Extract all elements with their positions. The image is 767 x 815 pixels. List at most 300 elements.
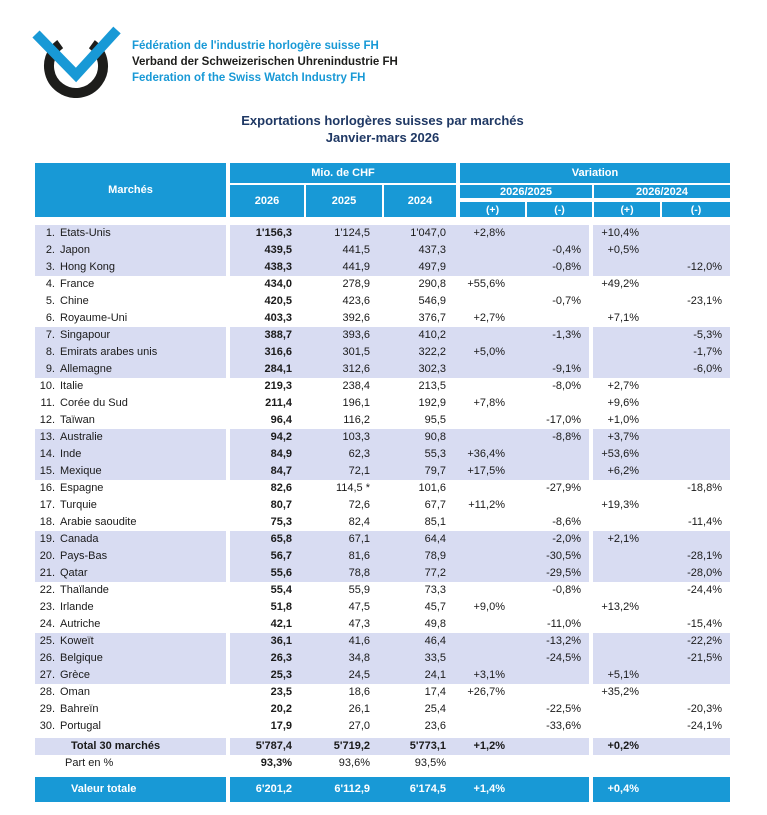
variation-2026-2024-minus: -28,1% bbox=[659, 548, 730, 565]
market-rank: 11. bbox=[40, 397, 55, 409]
variation-2026-2024-minus: -20,3% bbox=[687, 703, 722, 715]
value-2026: 80,7 bbox=[270, 499, 292, 511]
market-cell bbox=[35, 395, 226, 412]
value-2024: 49,8 bbox=[424, 618, 446, 630]
variation-2026-2024-minus: -1,7% bbox=[659, 344, 730, 361]
market-cell bbox=[35, 344, 226, 361]
market-row bbox=[35, 548, 730, 565]
market-rank: 28. bbox=[39, 686, 55, 698]
market-name: Thaïlande bbox=[60, 584, 109, 596]
market-name: Hong Kong bbox=[60, 261, 116, 273]
market-name: Japon bbox=[60, 244, 90, 256]
market-cell bbox=[35, 531, 226, 548]
market-cell bbox=[35, 446, 226, 463]
total-variation-2026-2025: +1,2% bbox=[460, 738, 525, 755]
market-rank: 14. bbox=[39, 448, 55, 460]
value-2025: 196,1 bbox=[342, 397, 370, 409]
year-2026-header: 2026 bbox=[230, 185, 304, 217]
market-row bbox=[35, 361, 730, 378]
value-2024: 24,1 bbox=[384, 667, 460, 684]
value-2025: 82,4 bbox=[348, 516, 370, 528]
value-2025: 423,6 bbox=[342, 295, 370, 307]
value-2026: 420,5 bbox=[264, 295, 292, 307]
value-2024: 1'047,0 bbox=[384, 225, 460, 242]
variation-2026-2024-plus: +53,6% bbox=[593, 446, 659, 463]
variation-2026-2025-minus bbox=[525, 667, 589, 684]
variation-2026-2024-plus: +5,1% bbox=[593, 667, 659, 684]
variation-2026-2024-minus: -22,2% bbox=[659, 633, 730, 650]
variation-2026-2025-plus bbox=[460, 378, 525, 395]
variation-2026-2025-minus: -22,5% bbox=[546, 703, 581, 715]
variation-2026-2025-minus: -30,5% bbox=[525, 548, 589, 565]
variation-2026-2024-minus bbox=[659, 225, 730, 242]
variation-2026-2024-minus bbox=[659, 463, 730, 480]
variation-2026-2024-minus bbox=[659, 276, 730, 293]
market-name: Italie bbox=[60, 380, 84, 392]
value-2026: 82,6 bbox=[270, 482, 292, 494]
market-name: Espagne bbox=[60, 482, 104, 494]
org-name-fr: Fédération de l'industrie horlogère suisse FH bbox=[132, 40, 379, 52]
value-2026: 1'156,3 bbox=[230, 225, 306, 242]
variation-2026-2025-minus: -33,6% bbox=[546, 720, 581, 732]
variation-2026-2024-plus: +13,2% bbox=[601, 601, 639, 613]
value-2025: 27,0 bbox=[348, 720, 370, 732]
variation-2026-2025-plus bbox=[460, 480, 525, 497]
market-cell bbox=[35, 378, 226, 395]
total-2025: 5'719,2 bbox=[306, 738, 384, 755]
share-label: Part en % bbox=[35, 755, 226, 772]
variation-2026-2024-plus bbox=[593, 616, 659, 633]
share-row bbox=[35, 755, 730, 772]
value-2025: 114,5 * bbox=[335, 482, 370, 494]
variation-2026-2024-plus: +49,2% bbox=[601, 278, 639, 290]
value-2026: 17,9 bbox=[270, 720, 292, 732]
value-2024: 376,7 bbox=[418, 312, 446, 324]
value-2025: 392,6 bbox=[342, 312, 370, 324]
year-2024-header: 2024 bbox=[384, 185, 456, 217]
variation-2026-2025-minus bbox=[525, 599, 589, 616]
market-name: Emirats arabes unis bbox=[60, 346, 158, 358]
value-2024: 85,1 bbox=[424, 516, 446, 528]
variation-header: Variation bbox=[460, 163, 730, 183]
variation-2026-2024-minus: -21,5% bbox=[659, 650, 730, 667]
value-2025: 301,5 bbox=[306, 344, 384, 361]
market-row bbox=[35, 718, 730, 735]
value-2026: 94,2 bbox=[230, 429, 306, 446]
value-2026: 55,6 bbox=[230, 565, 306, 582]
variation-2026-2025-minus bbox=[525, 497, 589, 514]
market-cell bbox=[35, 242, 226, 259]
value-2026: 439,5 bbox=[230, 242, 306, 259]
market-name: Australie bbox=[60, 431, 103, 443]
grand-total-row bbox=[35, 777, 730, 802]
variation-2026-2024-minus bbox=[659, 684, 730, 701]
value-2024: 17,4 bbox=[424, 686, 446, 698]
variation-2026-2025-minus bbox=[525, 276, 589, 293]
market-row bbox=[35, 701, 730, 718]
variation-2026-2025-minus: -13,2% bbox=[525, 633, 589, 650]
market-rank: 13. bbox=[39, 431, 55, 443]
grand-total-variation-2026-2025: +1,4% bbox=[460, 777, 525, 802]
value-2024: 437,3 bbox=[384, 242, 460, 259]
variation-2026-2025-plus bbox=[460, 616, 525, 633]
variation-2026-2025-plus bbox=[460, 259, 525, 276]
org-name-de: Verband der Schweizerischen Uhrenindustrie FH bbox=[132, 56, 398, 68]
variation-2026-2025-plus: +2,8% bbox=[460, 225, 525, 242]
value-2024: 77,2 bbox=[384, 565, 460, 582]
value-2025: 47,3 bbox=[348, 618, 370, 630]
market-rank: 4. bbox=[45, 278, 55, 290]
title-line-2: Janvier-mars 2026 bbox=[325, 130, 440, 145]
value-2026: 20,2 bbox=[270, 703, 292, 715]
variation-2026-2025-minus: -29,5% bbox=[525, 565, 589, 582]
market-cell bbox=[35, 616, 226, 633]
variation-2026-2024-minus: -18,8% bbox=[687, 482, 722, 494]
variation-2026-2025-plus bbox=[460, 718, 525, 735]
variation-2026-2025-minus bbox=[525, 344, 589, 361]
variation-2026-2024-plus bbox=[593, 514, 659, 531]
variation-2026-2024-minus bbox=[659, 599, 730, 616]
variation-2026-2024-minus: -28,0% bbox=[659, 565, 730, 582]
table-body bbox=[35, 225, 730, 735]
share-2026: 93,3% bbox=[230, 755, 306, 772]
variation-2026-2025-header: 2026/2025 bbox=[460, 185, 592, 198]
market-cell bbox=[35, 412, 226, 429]
value-2024: 290,8 bbox=[418, 278, 446, 290]
value-2025: 24,5 bbox=[306, 667, 384, 684]
value-2026: 316,6 bbox=[230, 344, 306, 361]
total-variation-2026-2024: +0,2% bbox=[593, 738, 659, 755]
variation-2026-2025-plus: +55,6% bbox=[467, 278, 505, 290]
variation-2026-2025-plus bbox=[460, 548, 525, 565]
market-row bbox=[35, 276, 730, 293]
value-2026: 55,4 bbox=[270, 584, 292, 596]
document-title bbox=[35, 112, 730, 146]
variation-2026-2025-plus bbox=[460, 514, 525, 531]
table-header-right bbox=[230, 163, 730, 217]
value-2024: 55,3 bbox=[384, 446, 460, 463]
title-line-1: Exportations horlogères suisses par marchés bbox=[241, 113, 524, 128]
variation-2026-2025-plus bbox=[460, 412, 525, 429]
market-row bbox=[35, 446, 730, 463]
market-row bbox=[35, 684, 730, 701]
variation-2026-2024-minus: -15,4% bbox=[687, 618, 722, 630]
market-cell bbox=[35, 548, 226, 565]
grand-total-2026: 6'201,2 bbox=[230, 777, 306, 802]
variation-2026-2025-minus: -0,7% bbox=[552, 295, 581, 307]
market-row bbox=[35, 582, 730, 599]
variation-2026-2025-plus: +7,8% bbox=[473, 397, 505, 409]
value-2024: 79,7 bbox=[384, 463, 460, 480]
market-rank: 2. bbox=[45, 244, 55, 256]
value-2024: 25,4 bbox=[424, 703, 446, 715]
value-2025: 78,8 bbox=[306, 565, 384, 582]
market-row bbox=[35, 531, 730, 548]
variation-2026-2025-minus: -0,8% bbox=[552, 584, 581, 596]
variation-2026-2024-minus: -6,0% bbox=[659, 361, 730, 378]
value-2026: 75,3 bbox=[270, 516, 292, 528]
variation-2026-2024-plus bbox=[593, 718, 659, 735]
variation-2026-2024-plus bbox=[593, 327, 659, 344]
value-2024: 23,6 bbox=[424, 720, 446, 732]
variation-2026-2025-minus: -8,6% bbox=[552, 516, 581, 528]
value-2026: 84,7 bbox=[230, 463, 306, 480]
variation-2026-2025-minus: -0,8% bbox=[525, 259, 589, 276]
variation-2026-2025-plus bbox=[460, 565, 525, 582]
market-rank: 10. bbox=[39, 380, 55, 392]
variation-2026-2024-plus bbox=[593, 650, 659, 667]
market-rank: 20. bbox=[39, 550, 55, 562]
market-rank: 19. bbox=[39, 533, 55, 545]
total-variation-2026-2025-minus bbox=[525, 738, 589, 755]
year-2025-header: 2025 bbox=[306, 185, 382, 217]
variation-2026-2024-plus: +7,1% bbox=[607, 312, 639, 324]
market-rank: 12. bbox=[39, 414, 55, 426]
variation-2026-2024-plus: +1,0% bbox=[607, 414, 639, 426]
market-row bbox=[35, 497, 730, 514]
variation-2026-2024-plus bbox=[593, 361, 659, 378]
market-cell bbox=[35, 718, 226, 735]
value-2024: 546,9 bbox=[418, 295, 446, 307]
variation-2026-2024-minus bbox=[659, 667, 730, 684]
variation-2026-2024-minus bbox=[659, 310, 730, 327]
market-name: Singapour bbox=[60, 329, 111, 341]
value-2024: 73,3 bbox=[424, 584, 446, 596]
value-2025: 278,9 bbox=[342, 278, 370, 290]
variation-2026-2024-minus bbox=[659, 242, 730, 259]
variation-2026-2025-plus: +5,0% bbox=[460, 344, 525, 361]
market-cell bbox=[35, 599, 226, 616]
value-2024: 46,4 bbox=[384, 633, 460, 650]
variation-2026-2024-minus: -24,4% bbox=[687, 584, 722, 596]
market-rank: 26. bbox=[39, 652, 55, 664]
market-name: France bbox=[60, 278, 95, 290]
value-2024: 410,2 bbox=[384, 327, 460, 344]
variation-2026-2025-minus: -17,0% bbox=[546, 414, 581, 426]
letterhead bbox=[30, 26, 398, 98]
table-header bbox=[35, 163, 730, 217]
market-row bbox=[35, 667, 730, 684]
market-name: Chine bbox=[60, 295, 89, 307]
variation-2026-2025-plus bbox=[460, 701, 525, 718]
total-row bbox=[35, 738, 730, 755]
variation-2026-2025-minus: -8,0% bbox=[552, 380, 581, 392]
variation-2026-2025-plus: +3,1% bbox=[460, 667, 525, 684]
variation-2026-2024-minus bbox=[659, 395, 730, 412]
market-rank: 17. bbox=[39, 499, 55, 511]
grand-total-2024: 6'174,5 bbox=[384, 777, 460, 802]
value-2025: 41,6 bbox=[306, 633, 384, 650]
variation-2026-2025-plus bbox=[460, 361, 525, 378]
value-2024: 192,9 bbox=[418, 397, 446, 409]
market-rank: 1. bbox=[45, 227, 55, 239]
value-2026: 284,1 bbox=[230, 361, 306, 378]
market-cell bbox=[35, 667, 226, 684]
market-rank: 24. bbox=[39, 618, 55, 630]
variation-2026-2024-plus bbox=[593, 259, 659, 276]
market-rank: 30. bbox=[39, 720, 55, 732]
market-rank: 5. bbox=[45, 295, 55, 307]
market-rank: 29. bbox=[39, 703, 55, 715]
market-row bbox=[35, 395, 730, 412]
value-2025: 116,2 bbox=[343, 414, 370, 426]
value-2024: 45,7 bbox=[424, 601, 446, 613]
grand-total-label: Valeur totale bbox=[35, 777, 226, 802]
variation-2026-2024-minus bbox=[659, 429, 730, 446]
market-name: Corée du Sud bbox=[60, 397, 128, 409]
market-rank: 27. bbox=[39, 669, 55, 681]
market-cell bbox=[35, 582, 226, 599]
value-2025: 312,6 bbox=[306, 361, 384, 378]
value-2024: 78,9 bbox=[384, 548, 460, 565]
variation-2026-2025-minus: -2,0% bbox=[525, 531, 589, 548]
value-2026: 25,3 bbox=[230, 667, 306, 684]
total-variation-2026-2024-minus bbox=[659, 738, 730, 755]
market-cell bbox=[35, 684, 226, 701]
mio-chf-header: Mio. de CHF bbox=[230, 163, 456, 183]
market-cell bbox=[35, 514, 226, 531]
market-cell bbox=[35, 259, 226, 276]
value-2026: 65,8 bbox=[230, 531, 306, 548]
value-2026: 56,7 bbox=[230, 548, 306, 565]
value-2024: 497,9 bbox=[384, 259, 460, 276]
market-name: Royaume-Uni bbox=[60, 312, 128, 324]
market-cell bbox=[35, 276, 226, 293]
variation-2026-2024-minus bbox=[659, 497, 730, 514]
variation-2026-2024-header: 2026/2024 bbox=[594, 185, 730, 198]
variation-2026-2025-plus bbox=[460, 327, 525, 344]
value-2026: 438,3 bbox=[230, 259, 306, 276]
market-cell bbox=[35, 463, 226, 480]
variation-2026-2025-plus bbox=[460, 531, 525, 548]
variation-2026-2025-plus: +2,7% bbox=[473, 312, 505, 324]
value-2026: 388,7 bbox=[230, 327, 306, 344]
market-rank: 25. bbox=[39, 635, 55, 647]
value-2025: 26,1 bbox=[348, 703, 370, 715]
market-row bbox=[35, 412, 730, 429]
minus-header: (-) bbox=[662, 202, 730, 217]
variation-2026-2024-minus: -24,1% bbox=[687, 720, 722, 732]
variation-2026-2024-plus: +10,4% bbox=[593, 225, 659, 242]
fh-logo-icon bbox=[30, 26, 122, 98]
value-2024: 101,6 bbox=[418, 482, 446, 494]
variation-2026-2025-minus bbox=[525, 310, 589, 327]
variation-2026-2025-minus: -24,5% bbox=[525, 650, 589, 667]
value-2024: 90,8 bbox=[384, 429, 460, 446]
variation-2026-2025-plus: +9,0% bbox=[473, 601, 505, 613]
value-2024: 33,5 bbox=[384, 650, 460, 667]
market-row bbox=[35, 259, 730, 276]
market-row bbox=[35, 616, 730, 633]
variation-2026-2025-minus: -11,0% bbox=[546, 618, 581, 630]
total-2026: 5'787,4 bbox=[230, 738, 306, 755]
market-row bbox=[35, 225, 730, 242]
variation-2026-2025-minus: -27,9% bbox=[546, 482, 581, 494]
value-2024: 95,5 bbox=[424, 414, 446, 426]
variation-2026-2024-plus bbox=[593, 293, 659, 310]
org-name-en: Federation of the Swiss Watch Industry FH bbox=[132, 72, 366, 84]
market-cell bbox=[35, 361, 226, 378]
market-name: Mexique bbox=[60, 465, 102, 477]
market-name: Arabie saoudite bbox=[60, 516, 137, 528]
exports-table bbox=[35, 163, 730, 802]
market-name: Grèce bbox=[60, 669, 90, 681]
total-2024: 5'773,1 bbox=[384, 738, 460, 755]
value-2026: 36,1 bbox=[230, 633, 306, 650]
market-cell bbox=[35, 480, 226, 497]
variation-2026-2025-plus: +26,7% bbox=[467, 686, 505, 698]
value-2025: 47,5 bbox=[348, 601, 370, 613]
value-2026: 51,8 bbox=[270, 601, 292, 613]
variation-2026-2025-minus: -0,4% bbox=[525, 242, 589, 259]
variation-2026-2025-minus: -1,3% bbox=[525, 327, 589, 344]
variation-2026-2024-plus bbox=[593, 344, 659, 361]
value-2025: 34,8 bbox=[306, 650, 384, 667]
markets-column-header: Marchés bbox=[35, 163, 226, 217]
value-2025: 18,6 bbox=[348, 686, 370, 698]
market-row bbox=[35, 310, 730, 327]
market-row bbox=[35, 480, 730, 497]
value-2025: 103,3 bbox=[306, 429, 384, 446]
variation-2026-2025-minus: -9,1% bbox=[525, 361, 589, 378]
market-rank: 18. bbox=[39, 516, 55, 528]
market-row bbox=[35, 242, 730, 259]
market-rank: 22. bbox=[39, 584, 55, 596]
market-name: Allemagne bbox=[60, 363, 112, 375]
variation-2026-2024-minus: -11,4% bbox=[687, 516, 722, 528]
market-rank: 23. bbox=[39, 601, 55, 613]
variation-2026-2024-plus: +19,3% bbox=[601, 499, 639, 511]
minus-header: (-) bbox=[527, 202, 592, 217]
value-2026: 23,5 bbox=[270, 686, 292, 698]
market-row bbox=[35, 599, 730, 616]
variation-2026-2024-minus: -12,0% bbox=[659, 259, 730, 276]
market-name: Bahreïn bbox=[60, 703, 99, 715]
variation-2026-2024-plus: +9,6% bbox=[607, 397, 639, 409]
variation-2026-2024-minus bbox=[659, 531, 730, 548]
market-name: Portugal bbox=[60, 720, 101, 732]
value-2024: 322,2 bbox=[384, 344, 460, 361]
value-2024: 64,4 bbox=[384, 531, 460, 548]
market-rank: 21. bbox=[39, 567, 55, 579]
market-cell bbox=[35, 293, 226, 310]
market-row bbox=[35, 378, 730, 395]
market-row bbox=[35, 514, 730, 531]
value-2026: 42,1 bbox=[270, 618, 292, 630]
market-row bbox=[35, 344, 730, 361]
market-rank: 6. bbox=[45, 312, 55, 324]
value-2026: 211,4 bbox=[265, 397, 292, 409]
market-row bbox=[35, 327, 730, 344]
market-cell bbox=[35, 429, 226, 446]
total-label: Total 30 marchés bbox=[35, 738, 226, 755]
variation-2026-2025-minus bbox=[525, 225, 589, 242]
market-rank: 15. bbox=[39, 465, 55, 477]
market-cell bbox=[35, 310, 226, 327]
value-2026: 84,9 bbox=[230, 446, 306, 463]
variation-2026-2024-plus bbox=[593, 565, 659, 582]
grand-total-2025: 6'112,9 bbox=[306, 777, 384, 802]
market-row bbox=[35, 633, 730, 650]
variation-2026-2025-plus bbox=[460, 429, 525, 446]
value-2025: 238,4 bbox=[342, 380, 370, 392]
value-2025: 62,3 bbox=[306, 446, 384, 463]
market-cell bbox=[35, 225, 226, 242]
market-name: Canada bbox=[60, 533, 99, 545]
market-name: Oman bbox=[60, 686, 90, 698]
value-2025: 441,5 bbox=[306, 242, 384, 259]
market-rank: 3. bbox=[45, 261, 55, 273]
